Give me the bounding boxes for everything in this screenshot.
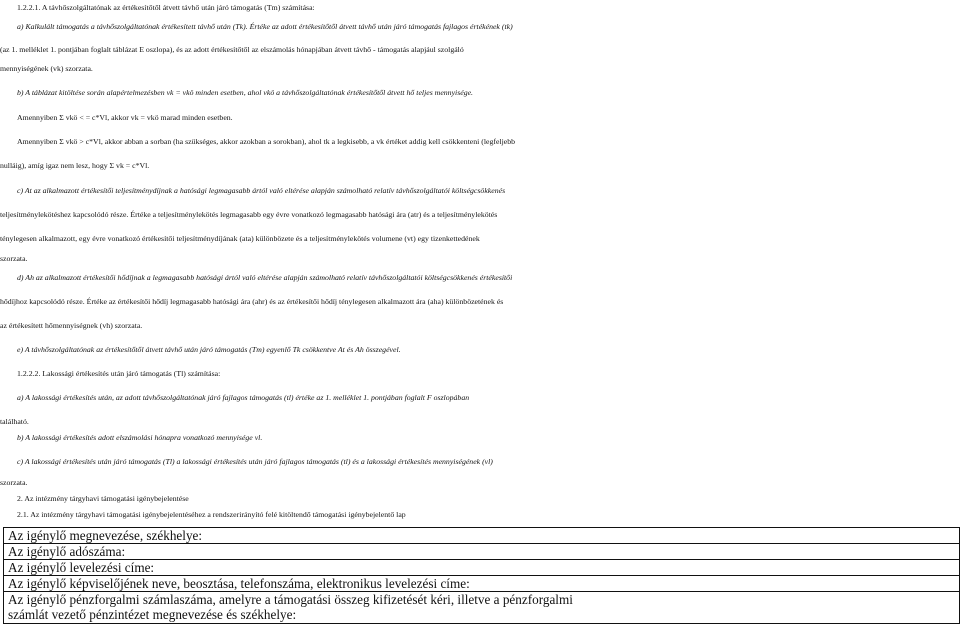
form-row — [4, 528, 960, 544]
form-field-name-address[interactable]: Az igénylő megnevezése, székhelye: — [4, 528, 960, 544]
form-row — [4, 592, 960, 624]
paragraph-c-line-4: szorzata. — [0, 254, 28, 263]
form-field-bank-account[interactable]: Az igénylő pénzforgalmi számlaszáma, amelyre a támogatási összeg kifizetését kéri, illetve a pénzforgalmi számlát vezető pénzintézet megnevezése és székhelye: — [4, 592, 960, 624]
paragraph-d-line-2: hődíjhoz kapcsolódó része. Értéke az értékesítői hődíj legmagasabb hatósági ára (ahr) és az értékesítői hődíj ténylegesen alkalmazott ára (aha) különbözetének és — [0, 297, 504, 306]
section-heading-1-2-2-1: 1.2.2.1. A távhőszolgáltatónak az értékesítőtől átvett távhő után járó támogatás (Tm) számítása: — [17, 3, 315, 12]
lak-a-line-1: a) A lakossági értékesítés után, az adott távhőszolgáltatónak járó fajlagos támogatás (tl) értéke az 1. melléklet 1. pontjában foglalt F oszlopában — [17, 393, 470, 402]
paragraph-a-line-1: a) Kalkulált támogatás a távhőszolgáltatónak értékesített távhő után (Tk). Értéke az adott értékesítőtől átvett távhő után járó támogatás fajlagos értékének (tk) — [17, 22, 513, 31]
application-form-table — [3, 527, 960, 624]
form-row — [4, 576, 960, 592]
paragraph-b-line-1: b) A táblázat kitöltése során alapértelmezésben vk = vkö minden esetben, ahol vkö a távhőszolgáltatónak értékesítőtől átvett hő teljes mennyisége. — [17, 88, 474, 97]
section-heading-1-2-2-2: 1.2.2.2. Lakossági értékesítés után járó támogatás (Tl) számítása: — [17, 369, 221, 378]
paragraph-a-line-2: (az 1. melléklet 1. pontjában foglalt táblázat E oszlopa), és az adott értékesítőtől az elszámolás hónapjában átvett távhő - támogatás alapjául szolgáló — [0, 45, 464, 54]
paragraph-a-line-3: mennyiségének (vk) szorzata. — [0, 64, 93, 73]
form-field-representative[interactable]: Az igénylő képviselőjének neve, beosztása, telefonszáma, elektronikus levelezési címe: — [4, 576, 960, 592]
paragraph-d-line-3: az értékesített hőmennyiségnek (vh) szorzata. — [0, 321, 143, 330]
paragraph-e-line-1: e) A távhőszolgáltatónak az értékesítőtől átvett távhő után járó támogatás (Tm) egyenlő Tk csökkentve At és Ah összegével. — [17, 345, 401, 354]
condition-line-1: Amennyiben Σ vkö < = c*Vl, akkor vk = vkö marad minden esetben. — [17, 113, 233, 122]
form-row — [4, 544, 960, 560]
lak-b-line-1: b) A lakossági értékesítés adott elszámolási hónapra vonatkozó mennyisége vl. — [17, 433, 263, 442]
lak-c-line-2: szorzata. — [0, 478, 28, 487]
paragraph-c-line-2: teljesítménylekötéshez kapcsolódó része. Értéke a teljesítménylekötés legmagasabb egy évre vonatkozó legmagasabb hatósági ára (atr) és a teljesítménylekötés — [0, 210, 498, 219]
form-field-tax-number[interactable]: Az igénylő adószáma: — [4, 544, 960, 560]
form-field-mailing-address[interactable]: Az igénylő levelezési címe: — [4, 560, 960, 576]
section-heading-2: 2. Az intézmény tárgyhavi támogatási igénybejelentése — [17, 494, 189, 503]
condition-line-3: nulláig), amíg igaz nem lesz, hogy Σ vk = c*Vl. — [0, 161, 150, 170]
paragraph-d-line-1: d) Ah az alkalmazott értékesítői hődíjnak a legmagasabb hatósági ártól való eltérése alapján számolható relatív távhőszolgáltatói költségcsökkenés értékesítői — [17, 273, 513, 282]
lak-a-line-2: található. — [0, 417, 29, 426]
condition-line-2: Amennyiben Σ vkö > c*Vl, akkor abban a sorban (ha szükséges, akkor azokban a sorokban), ahol tk a legkisebb, a vk értéket addig kell csökkenteni (legfeljebb — [17, 137, 516, 146]
section-heading-2-1: 2.1. Az intézmény tárgyhavi támogatási igénybejelentéséhez a rendszerirányító felé kitöltendő támogatási igénybejelentő lap — [17, 510, 406, 519]
lak-c-line-1: c) A lakossági értékesítés után járó támogatás (Tl) a lakossági értékesítés után járó fajlagos támogatás (tl) és a lakossági értékesítés mennyiségének (vl) — [17, 457, 493, 466]
paragraph-c-line-3: ténylegesen alkalmazott, egy évre vonatkozó értékesítői teljesítménydíjának (ata) különbözete és a teljesítménylekötés volumene (vt) egy tizenkettedének — [0, 234, 480, 243]
paragraph-c-line-1: c) At az alkalmazott értékesítői teljesítménydíjnak a hatósági legmagasabb ártól való eltérése alapján számolható relatív távhőszolgáltatói költségcsökkenés — [17, 186, 506, 195]
form-row — [4, 560, 960, 576]
